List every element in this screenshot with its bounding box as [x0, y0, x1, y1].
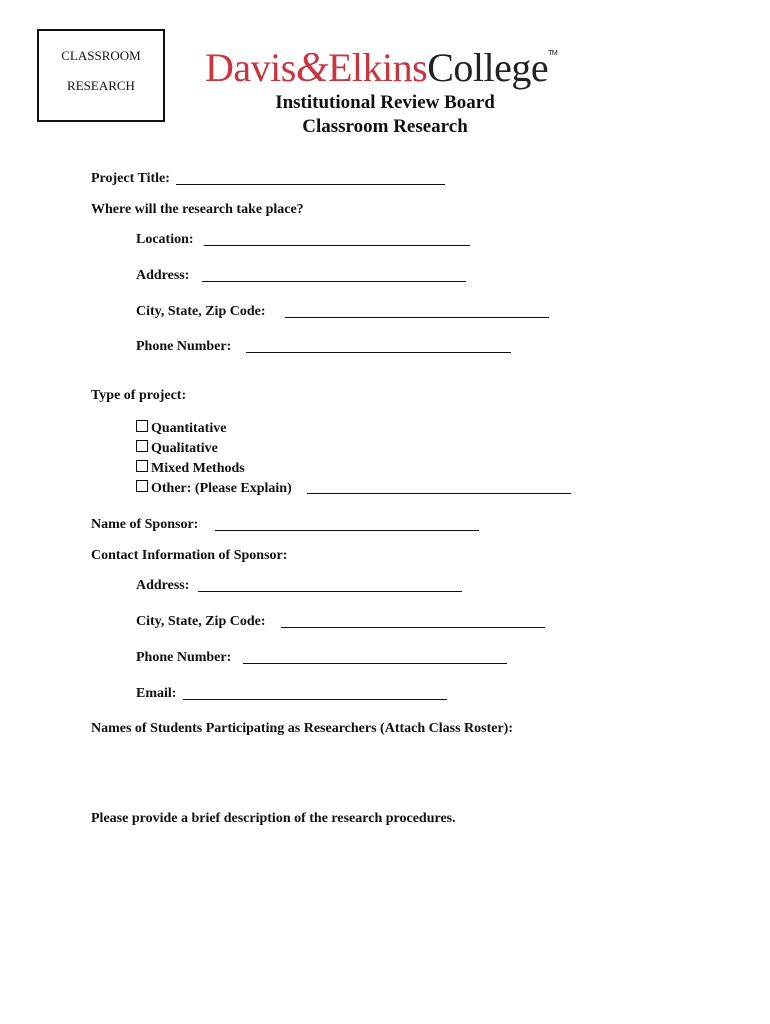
- city-state-zip-field[interactable]: [285, 317, 549, 318]
- description-label: Please provide a brief description of the research procedures.: [91, 811, 456, 826]
- logo-trademark: TM: [548, 50, 558, 57]
- checkbox-mixed-methods[interactable]: [136, 460, 148, 472]
- checkbox-other[interactable]: [136, 480, 148, 492]
- sponsor-phone-field[interactable]: [243, 663, 507, 664]
- college-logo: [205, 44, 575, 94]
- sponsor-address-label: Address:: [136, 578, 190, 593]
- sponsor-address-field[interactable]: [198, 591, 462, 592]
- project-title-field[interactable]: [176, 184, 445, 185]
- option-other[interactable]: [136, 480, 292, 497]
- badge-line-2: RESEARCH: [67, 78, 135, 93]
- logo-college: College: [427, 45, 549, 90]
- checkbox-qualitative[interactable]: [136, 440, 148, 452]
- sponsor-name-field[interactable]: [215, 530, 479, 531]
- type-of-project-label: Type of project:: [91, 388, 187, 403]
- location-field[interactable]: [204, 245, 470, 246]
- sponsor-phone-label: Phone Number:: [136, 650, 232, 665]
- option-other-label: Other: (Please Explain): [151, 481, 292, 496]
- logo-elkins: Elkins: [328, 45, 428, 90]
- option-mixed-methods[interactable]: [136, 460, 245, 477]
- checkbox-quantitative[interactable]: [136, 420, 148, 432]
- option-qualitative[interactable]: [136, 440, 218, 457]
- city-state-zip-label: City, State, Zip Code:: [136, 304, 266, 319]
- phone-label: Phone Number:: [136, 339, 232, 354]
- address-field[interactable]: [202, 281, 466, 282]
- other-explain-field[interactable]: [307, 493, 571, 494]
- option-quantitative-label: Quantitative: [151, 421, 227, 436]
- badge-line-1: CLASSROOM: [61, 48, 141, 63]
- location-label: Location:: [136, 232, 194, 247]
- sponsor-contact-label: Contact Information of Sponsor:: [91, 548, 288, 563]
- sponsor-city-field[interactable]: [281, 627, 545, 628]
- students-label: Names of Students Participating as Researchers (Attach Class Roster):: [91, 721, 514, 736]
- page-subtitle: Classroom Research: [302, 116, 468, 137]
- option-qualitative-label: Qualitative: [151, 441, 218, 456]
- address-label: Address:: [136, 268, 190, 283]
- page-title: Institutional Review Board: [275, 92, 495, 113]
- sponsor-city-label: City, State, Zip Code:: [136, 614, 266, 629]
- phone-field[interactable]: [246, 352, 511, 353]
- logo-davis: Davis: [205, 45, 296, 90]
- project-title-label: Project Title:: [91, 171, 170, 186]
- where-label: Where will the research take place?: [91, 202, 304, 217]
- sponsor-email-label: Email:: [136, 686, 177, 701]
- option-mixed-methods-label: Mixed Methods: [151, 461, 245, 476]
- option-quantitative[interactable]: [136, 420, 226, 437]
- sponsor-email-field[interactable]: [183, 699, 447, 700]
- sponsor-name-label: Name of Sponsor:: [91, 517, 199, 532]
- logo-ampersand: &: [295, 45, 328, 91]
